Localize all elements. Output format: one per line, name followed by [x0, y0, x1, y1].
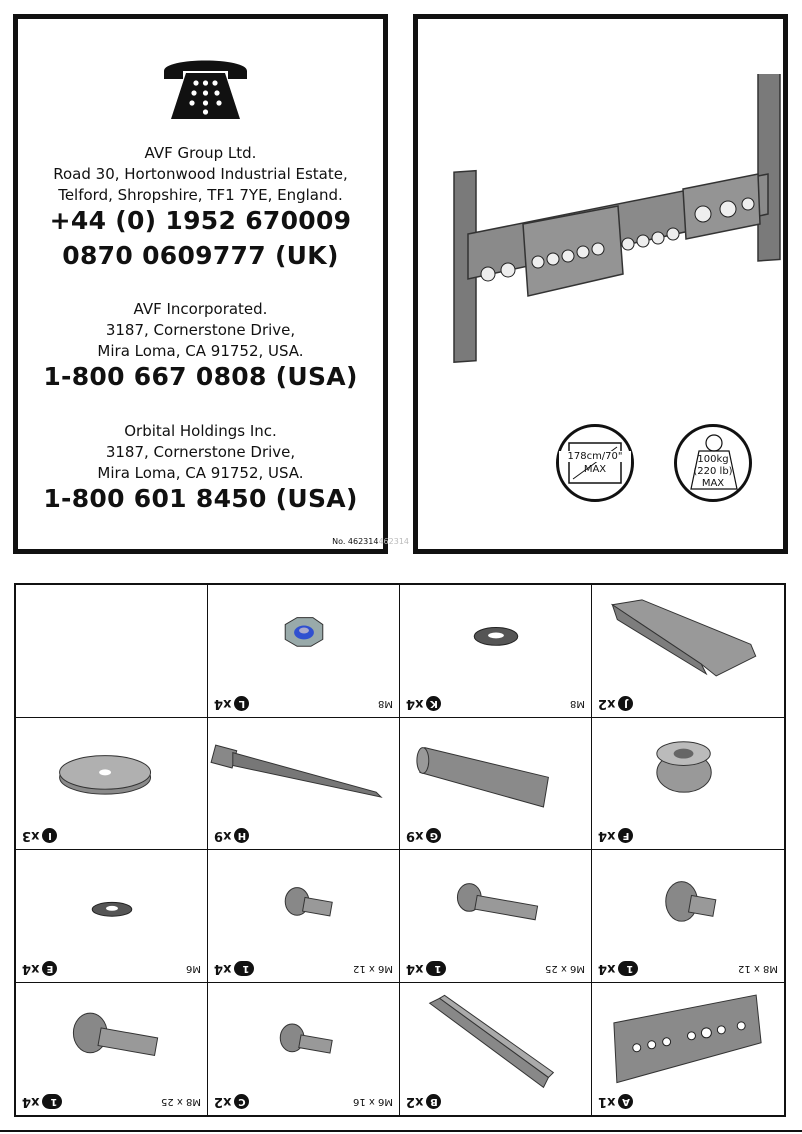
part-id-qty — [406, 1094, 441, 1109]
part-letter-badge: F — [618, 828, 633, 843]
part-cell-j-3 — [592, 585, 784, 718]
part-size: M8 — [570, 697, 585, 709]
part-letter-badge: G — [426, 828, 441, 843]
part-id-qty — [214, 961, 254, 976]
part-letter-badge: H — [234, 828, 249, 843]
part-cell-1-9 — [208, 850, 400, 983]
part-cell-c-13 — [208, 983, 400, 1116]
part-label — [214, 693, 393, 711]
product-panel — [413, 14, 788, 554]
part-quantity: x2 — [598, 695, 616, 711]
uk-address-line2: Telford, Shropshire, TF1 7YE, England. — [58, 186, 343, 204]
part-cell-1-10 — [400, 850, 592, 983]
part-size: M8 x 25 — [161, 1096, 201, 1107]
part-letter-badge: J — [618, 696, 633, 711]
part-cell-l-1 — [208, 585, 400, 718]
part-label — [22, 825, 201, 843]
part-id-qty — [598, 1094, 633, 1109]
part-cell-e-8 — [16, 850, 208, 983]
part-size: M8 — [378, 697, 393, 709]
part-label — [598, 825, 778, 843]
part-id-qty — [598, 961, 638, 976]
max-screen-size-badge — [556, 424, 634, 502]
part-size: M6 x 25 — [545, 962, 585, 974]
part-quantity: x9 — [214, 828, 232, 843]
part-letter-badge: 1 — [426, 961, 446, 976]
part-id-qty — [22, 828, 57, 843]
part-label — [406, 1091, 585, 1109]
part-quantity: x9 — [406, 828, 424, 843]
part-label — [214, 825, 393, 843]
part-label — [22, 958, 201, 976]
part-label — [598, 693, 778, 711]
part-size: M6 x 12 — [353, 962, 393, 974]
usa2-address-line1: 3187, Cornerstone Drive, — [105, 443, 296, 461]
part-quantity: x4 — [22, 960, 40, 976]
part-cell-1-12 — [16, 983, 208, 1116]
part-quantity: x2 — [214, 1094, 232, 1109]
part-quantity: x4 — [406, 960, 424, 976]
part-id-qty — [406, 961, 446, 976]
part-label — [406, 825, 585, 843]
telephone-icon — [158, 49, 253, 121]
usa2-phone: 1-800 601 8450 (USA) — [43, 484, 358, 513]
part-label — [598, 1091, 778, 1109]
part-size: M8 x 12 — [738, 962, 778, 974]
uk-company-name: AVF Group Ltd. — [144, 144, 257, 162]
usa2-address-line2: Mira Loma, CA 91752, USA. — [97, 464, 304, 482]
part-id-qty — [214, 828, 249, 843]
part-letter-badge: 1 — [234, 961, 254, 976]
part-id-qty — [214, 696, 249, 711]
bottom-rule — [0, 1130, 802, 1132]
usa1-phone: 1-800 667 0808 (USA) — [43, 362, 358, 391]
part-cell-a-15 — [592, 983, 784, 1116]
max-screen-size: 178cm/70" — [559, 451, 631, 462]
part-id-qty — [406, 696, 441, 711]
part-cell-i-4 — [16, 718, 208, 851]
contact-panel — [13, 14, 409, 554]
usa1-address-line2: Mira Loma, CA 91752, USA. — [97, 342, 304, 360]
part-cell-1-11 — [592, 850, 784, 983]
max-weight-badge — [674, 424, 752, 502]
part-letter-badge: A — [618, 1094, 633, 1109]
part-id-qty — [598, 696, 633, 711]
doc-number-text: No. 462314 — [332, 537, 379, 546]
uk-phone-1: +44 (0) 1952 670009 — [49, 206, 352, 235]
uk-address-line1: Road 30, Hortonwood Industrial Estate, — [53, 165, 348, 183]
part-letter-badge: K — [426, 696, 441, 711]
part-label — [214, 1091, 393, 1109]
part-letter-badge: C — [234, 1094, 249, 1109]
part-size: M6 x 16 — [353, 1096, 393, 1107]
part-id-qty — [22, 961, 57, 976]
usa2-company-name: Orbital Holdings Inc. — [124, 422, 277, 440]
screen-size-icon — [567, 441, 623, 485]
part-quantity: x4 — [598, 828, 616, 843]
part-quantity: x4 — [214, 695, 232, 711]
part-quantity: x2 — [406, 1094, 424, 1109]
part-cell-k-2 — [400, 585, 592, 718]
document-number — [332, 537, 409, 546]
part-letter-badge: B — [426, 1094, 441, 1109]
part-cell-g-6 — [400, 718, 592, 851]
part-quantity: x4 — [22, 1094, 40, 1109]
part-id-qty — [406, 828, 441, 843]
part-letter-badge: 1 — [42, 1094, 62, 1109]
uk-phone-2: 0870 0609777 (UK) — [62, 241, 339, 270]
usa1-address-line1: 3187, Cornerstone Drive, — [105, 321, 296, 339]
part-quantity: x4 — [406, 695, 424, 711]
part-quantity: x1 — [598, 1094, 616, 1109]
max-weight-label: MAX — [701, 478, 725, 489]
part-letter-badge: L — [234, 696, 249, 711]
part-cell-empty — [16, 585, 208, 718]
part-label — [406, 958, 585, 976]
usa1-company-name: AVF Incorporated. — [133, 300, 268, 318]
max-weight-kg: 100kg — [697, 454, 729, 465]
part-cell-f-7 — [592, 718, 784, 851]
parts-list-grid — [14, 583, 786, 1117]
wall-mount-bracket-illustration — [428, 74, 783, 404]
part-quantity: x4 — [598, 960, 616, 976]
part-letter-badge: I — [42, 828, 57, 843]
part-size: M6 — [186, 962, 201, 974]
part-id-qty — [22, 1094, 62, 1109]
max-screen-label: MAX — [583, 464, 607, 475]
part-quantity: x4 — [214, 960, 232, 976]
part-quantity: x3 — [22, 828, 40, 843]
part-letter-badge: E — [42, 961, 57, 976]
part-letter-badge: 1 — [618, 961, 638, 976]
doc-number-ghost: 462314 — [378, 537, 409, 546]
max-weight-lb: (220 lb) — [693, 466, 733, 477]
part-cell-h-5 — [208, 718, 400, 851]
part-label — [598, 958, 778, 976]
part-label — [22, 1091, 201, 1109]
part-id-qty — [214, 1094, 249, 1109]
part-id-qty — [598, 828, 633, 843]
part-label — [214, 958, 393, 976]
part-label — [406, 693, 585, 711]
part-cell-b-14 — [400, 983, 592, 1116]
